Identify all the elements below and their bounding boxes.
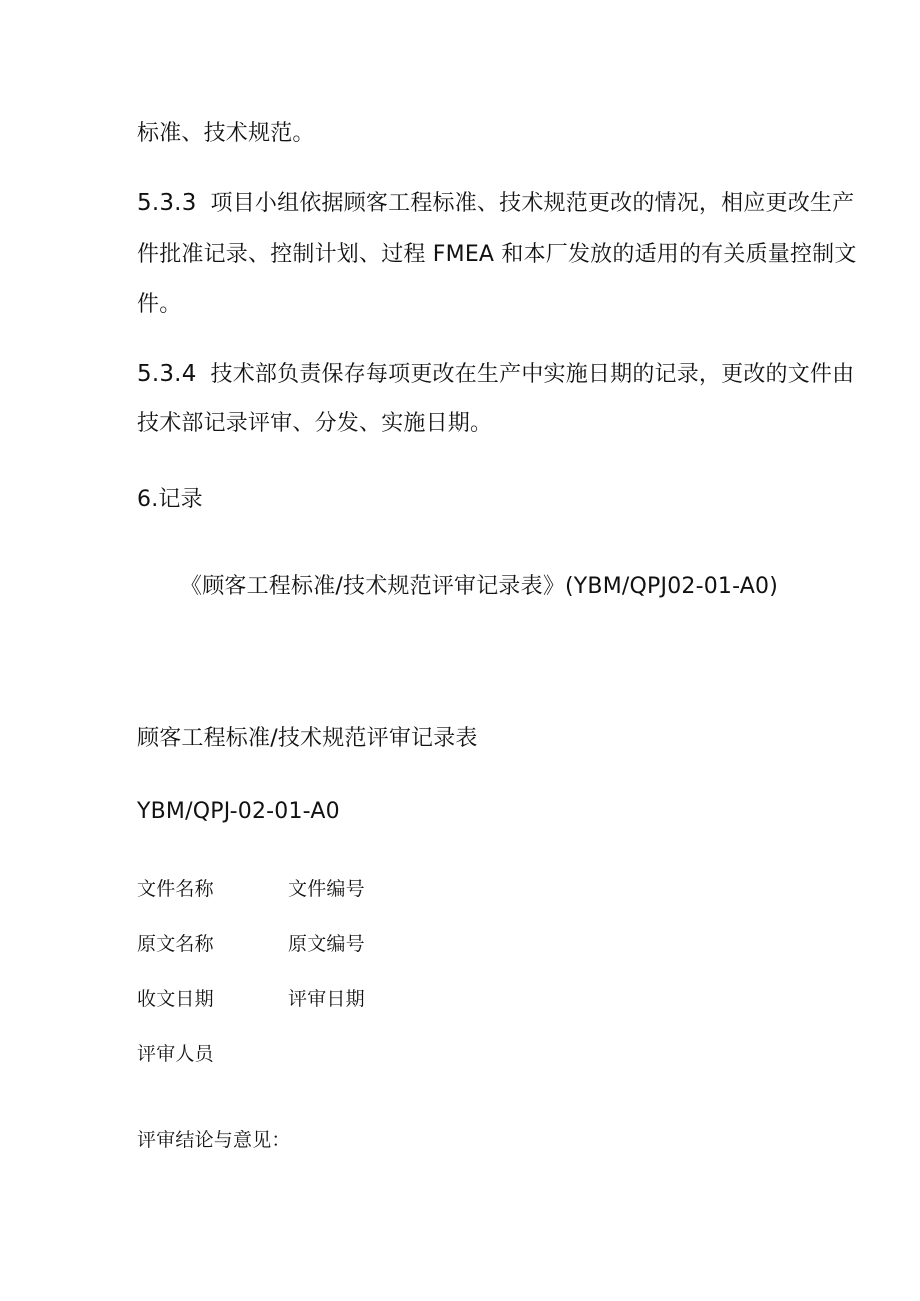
field-label-doc-number: 文件编号 [288,878,365,900]
form-code: YBM/QPJ-02-01-A0 [137,799,340,824]
paragraph-continuation [137,121,315,147]
record-reference: 《顾客工程标准/技术规范评审记录表》(YBM/QPJ02-01-A0) [180,574,779,599]
section-number: 5.3.3 [137,190,197,216]
section-5-3-4-line-2 [137,411,492,437]
field-label-conclusion: 评审结论与意见： [137,1129,291,1151]
section-text: 技术部负责保存每项更改在生产中实施日期的记录，更改的文件由 [210,362,855,387]
paragraph-text: 标准、技术规范。 [137,121,315,146]
field-label-doc-name: 文件名称 [137,878,214,900]
section-5-3-3-line-3 [137,292,181,318]
section-5-3-4-line-1 [137,361,854,388]
section-5-3-3-line-2 [137,242,857,268]
field-label-review-date: 评审日期 [288,988,365,1010]
field-label-orig-name: 原文名称 [137,933,214,955]
field-label-receipt-date: 收文日期 [137,988,214,1010]
field-label-reviewers: 评审人员 [137,1043,214,1065]
section-6-heading: 6.记录 [137,487,203,512]
field-label-orig-number: 原文编号 [288,933,365,955]
section-text: 技术部记录评审、分发、实施日期。 [137,411,493,436]
section-number: 5.3.4 [137,361,197,387]
section-text: 项目小组依据顾客工程标准、技术规范更改的情况，相应更改生产 [210,191,855,216]
section-text: 件。 [137,292,182,317]
form-title: 顾客工程标准/技术规范评审记录表 [137,726,478,751]
section-text: 件批准记录、控制计划、过程 FMEA 和本厂发放的适用的有关质量控制文 [137,242,857,267]
section-5-3-3-line-1 [137,190,854,217]
